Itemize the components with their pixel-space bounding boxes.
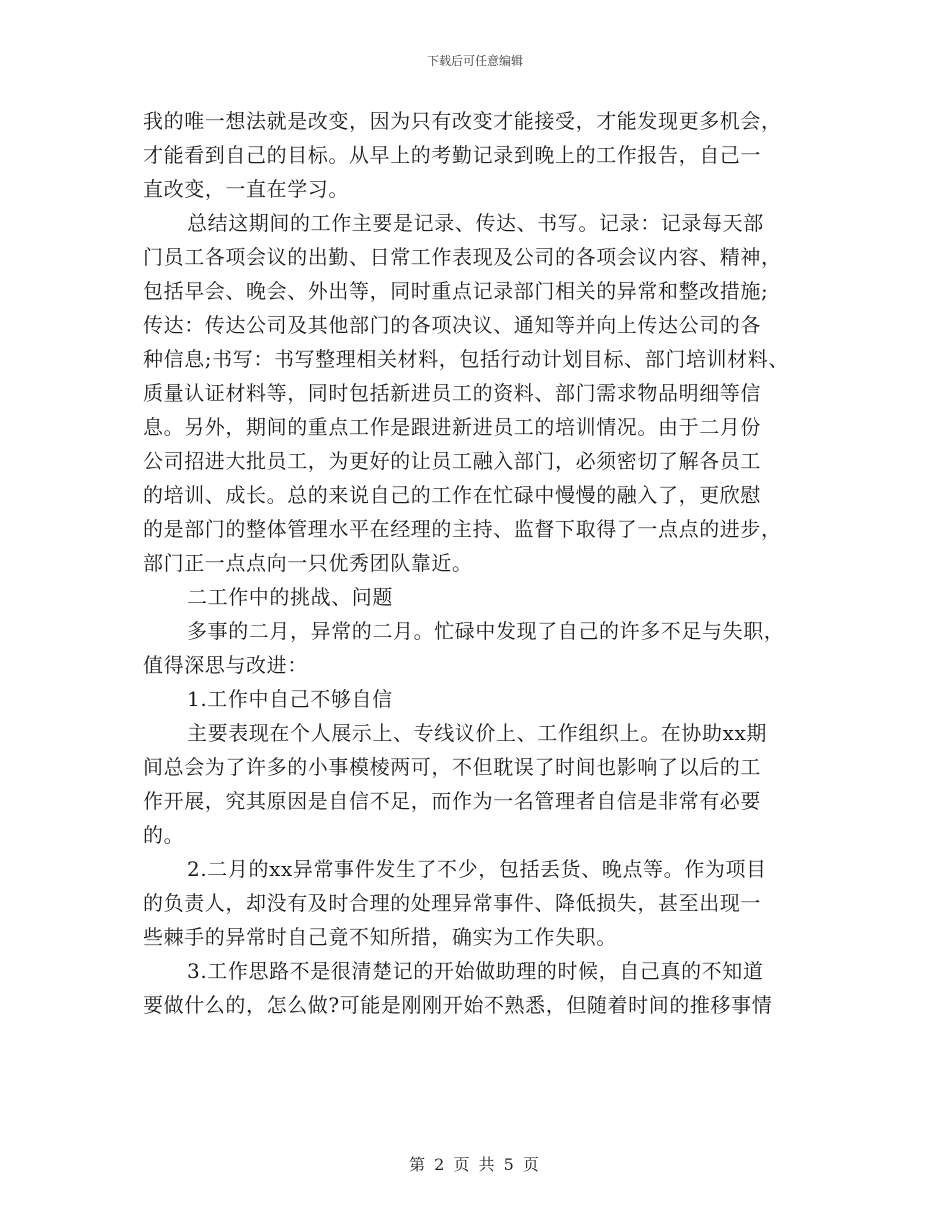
text-line: 的培训、成长。总的来说自己的工作在忙碌中慢慢的融入了，更欣慰: [143, 483, 761, 507]
text-line: 主要表现在个人展示上、专线议价上、工作组织上。在协助xx期: [187, 721, 767, 745]
text-line: 1.工作中自己不够自信: [187, 687, 393, 711]
page-number: 第 2 页 共 5 页: [409, 1155, 541, 1174]
text-line: 我的唯一想法就是改变，因为只有改变才能接受，才能发现更多机会，: [143, 109, 782, 133]
text-line: 3.工作思路不是很清楚记的开始做助理的时候，自己真的不知道: [187, 959, 764, 983]
document-body: [143, 104, 823, 1022]
text-line: 作开展，究其原因是自信不足，而作为一名管理者自信是非常有必要: [143, 789, 761, 813]
text-line: 的。: [143, 823, 185, 847]
text-line: 部门正一点点向一只优秀团队靠近。: [143, 551, 473, 575]
text-line: 间总会为了许多的小事模棱两可，不但耽误了时间也影响了以后的工: [143, 755, 761, 779]
text-line: 2.二月的xx异常事件发生了不少，包括丢货、晚点等。作为项目: [187, 857, 767, 881]
text-line: 传达：传达公司及其他部门的各项决议、通知等并向上传达公司的各: [143, 313, 761, 337]
text-line: 的负责人，却没有及时合理的处理异常事件、降低损失，甚至出现一: [143, 891, 761, 915]
text-line: 的是部门的整体管理水平在经理的主持、监督下取得了一点点的进步，: [143, 517, 782, 541]
text-line: 种信息;书写：书写整理相关材料，包括行动计划目标、部门培训材料、: [143, 347, 789, 371]
text-line: 多事的二月，异常的二月。忙碌中发现了自己的许多不足与失职，: [187, 619, 785, 643]
text-line: 值得深思与改进：: [143, 653, 308, 677]
text-line: 要做什么的，怎么做?可能是刚刚开始不熟悉，但随着时间的推移事情: [143, 993, 773, 1017]
page-header: 下载后可任意编辑: [426, 54, 523, 68]
text-line: 直改变，一直在学习。: [143, 177, 349, 201]
text-line: 公司招进大批员工，为更好的让员工融入部门，必须密切了解各员工: [143, 449, 761, 473]
text-line: 包括早会、晚会、外出等，同时重点记录部门相关的异常和整改措施;: [143, 279, 769, 303]
text-line: 二工作中的挑战、问题: [187, 585, 393, 609]
text-line: 质量认证材料等，同时包括新进员工的资料、部门需求物品明细等信: [143, 381, 761, 405]
text-line: 些棘手的异常时自己竟不知所措，确实为工作失职。: [143, 925, 617, 949]
text-line: 息。另外，期间的重点工作是跟进新进员工的培训情况。由于二月份: [143, 415, 761, 439]
text-line: 门员工各项会议的出勤、日常工作表现及公司的各项会议内容、精神，: [143, 245, 782, 269]
text-line: 才能看到自己的目标。从早上的考勤记录到晚上的工作报告，自己一: [143, 143, 761, 167]
text-line: 总结这期间的工作主要是记录、传达、书写。记录：记录每天部: [187, 211, 764, 235]
